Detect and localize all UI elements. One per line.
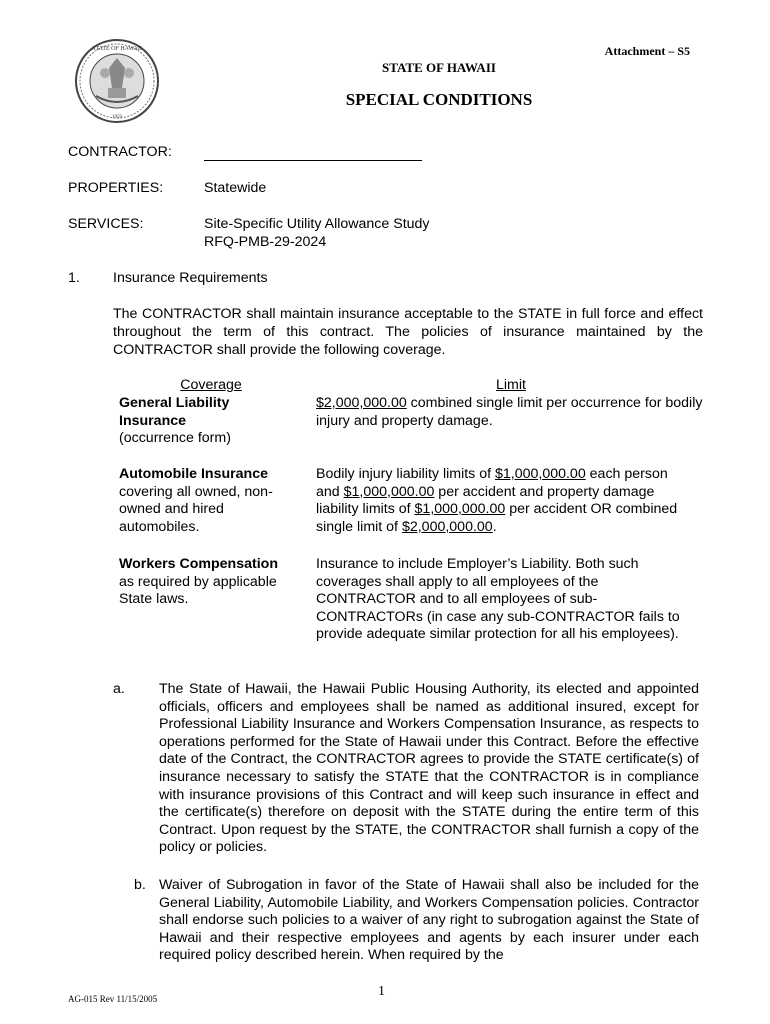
auto-limit-text-5: . [492, 518, 497, 535]
svg-text:STATE OF HAWAII: STATE OF HAWAII [92, 46, 142, 52]
coverage-header: Coverage [180, 377, 242, 393]
auto-limit-text-1: Bodily injury liability limits of [316, 466, 495, 482]
item-a-label: a. [113, 681, 125, 697]
general-liability-coverage [119, 395, 299, 448]
state-seal-image [74, 38, 160, 124]
document-title: SPECIAL CONDITIONS [345, 90, 533, 109]
automobile-coverage [119, 466, 299, 536]
general-liability-title: General Liability Insurance [119, 395, 230, 429]
general-liability-note: (occurrence form) [119, 430, 231, 447]
properties-value: Statewide [204, 180, 267, 196]
services-value-line2: RFQ-PMB-29-2024 [204, 234, 327, 250]
automobile-note: covering all owned, non-owned and hired automobiles. [119, 483, 273, 535]
auto-amount-4: $2,000,000.00 [401, 518, 493, 535]
properties-label: PROPERTIES: [68, 180, 164, 196]
section-number: 1. [68, 270, 80, 286]
svg-text:1959: 1959 [112, 115, 122, 120]
state-heading: STATE OF HAWAII [382, 60, 496, 75]
auto-amount-2: $1,000,000.00 [343, 483, 435, 500]
auto-amount-1: $1,000,000.00 [494, 466, 586, 482]
workers-comp-title: Workers Compensation [119, 556, 278, 572]
page-number: 1 [378, 984, 385, 999]
workers-comp-limit: Insurance to include Employer’s Liability. Both such coverages shall apply to all employees of the CONTRACTOR and to all employees of sub-CONTRACTORs (in case any sub-CONTRACTOR fails to provide adequate similar protection for all his employees). [316, 556, 680, 643]
section-intro: The CONTRACTOR shall maintain insurance acceptable to the STATE in full force and effect throughout the term of this contract. The policies of insurance maintained by the CONTRACTOR shall provide the following coverage. [113, 306, 703, 358]
automobile-limit [316, 466, 688, 536]
auto-limit-text-4: per accident OR combined single limit of [316, 501, 678, 535]
workers-comp-coverage [119, 556, 299, 609]
attachment-label: Attachment – S5 [604, 44, 690, 58]
item-b-label: b. [134, 877, 146, 893]
limit-header: Limit [496, 377, 526, 393]
workers-comp-note: as required by applicable State laws. [119, 573, 277, 608]
item-b-text: Waiver of Subrogation in favor of the State of Hawaii shall also be included for the General Liability, Automobile Liability, and Workers Compensation policies. Contractor shall endorse such policies to a waiver of any right to subrogation against the State of Hawaii and their respective employees and agents by each insurer under each required policy described herein. When required by the [159, 877, 699, 964]
form-id: AG-015 Rev 11/15/2005 [68, 994, 158, 1004]
services-label: SERVICES: [68, 216, 144, 232]
services-value-line1: Site-Specific Utility Allowance Study [204, 216, 430, 232]
contractor-blank-line [204, 160, 422, 161]
auto-limit-text-2: each person and [316, 466, 668, 500]
contractor-label: CONTRACTOR: [68, 144, 172, 160]
gl-amount: $2,000,000.00 [316, 395, 407, 411]
gl-limit-text: combined single limit per occurrence for bodily injury and property damage. [316, 395, 703, 429]
auto-amount-3: $1,000,000.00 [414, 501, 506, 518]
item-a-text: The State of Hawaii, the Hawaii Public Housing Authority, its elected and appointed officials, officers and employees shall be named as additional insured, except for Professional Liability Insurance and Workers Compensation Insurance, as respects to operations performed for the State of Hawaii under this Contract. Before the effective date of the Contract, the CONTRACTOR agrees to provide the STATE certificate(s) of insurance necessary to satisfy the STATE that the CONTRACTOR is in compliance with insurance provisions of this Contract and will keep such insurance in effect and the certificate(s) therefore on deposit with the STATE during the entire term of this Contract. Upon request by the STATE, the CONTRACTOR shall furnish a copy of the policy or policies. [159, 681, 699, 856]
auto-limit-text-3: per accident and property damage liability limits of [316, 483, 655, 518]
general-liability-limit [316, 395, 706, 430]
automobile-title: Automobile Insurance [119, 466, 268, 482]
section-heading: Insurance Requirements [113, 270, 268, 286]
